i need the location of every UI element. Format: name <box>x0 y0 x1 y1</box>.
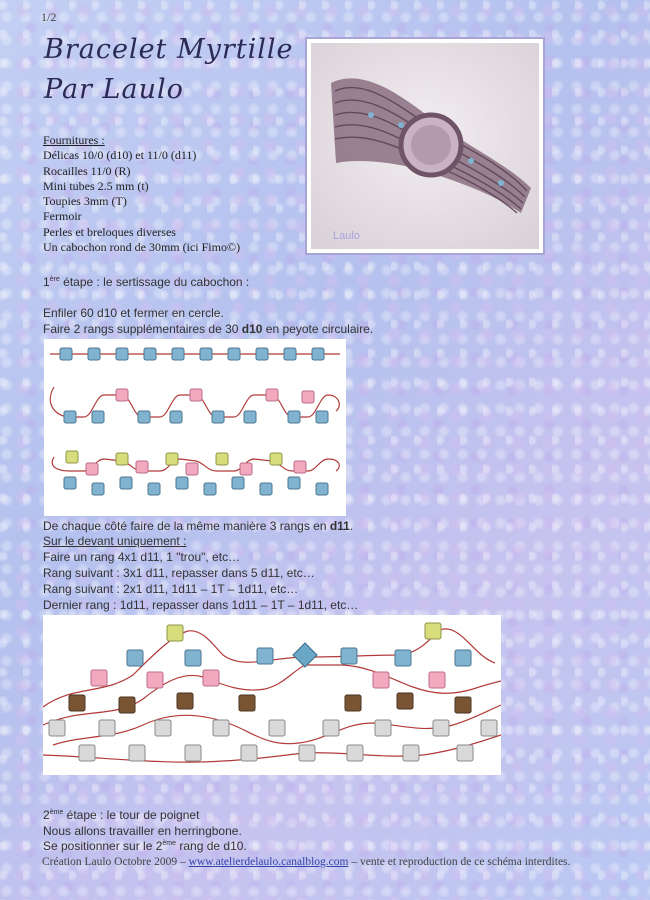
supplies-item: Fermoir <box>43 209 82 224</box>
step2-line-1: Nous allons travailler en herringbone. <box>43 824 242 838</box>
sides-line-1 <box>43 519 353 533</box>
bracelet-photo-illustration <box>311 43 539 249</box>
row-instruction: Rang suivant : 3x1 d11, repasser dans 5 d11, etc… <box>43 566 315 580</box>
step1-title <box>43 275 249 289</box>
supplies-item: Un cabochon rond de 30mm (ici Fimo©) <box>43 240 241 255</box>
supplies-item: Mini tubes 2.5 mm (t) <box>43 178 149 193</box>
supplies-item: Toupies 3mm (T) <box>43 194 127 209</box>
bracelet-photo <box>305 37 545 255</box>
title-line-2: Par Laulo <box>44 74 184 105</box>
row-instruction: Faire un rang 4x1 d11, 1 "trou", etc… <box>43 550 241 564</box>
toupie-bead <box>293 643 317 667</box>
footer-text-a: Création Laulo Octobre 2009 – <box>42 856 189 868</box>
step2-sup: ème <box>49 809 64 816</box>
step1-line-2-c: en peyote circulaire. <box>262 322 374 336</box>
front-heading: Sur le devant uniquement : <box>43 534 187 548</box>
sides-line-1-a: De chaque côté faire de la même manière 3 rangs en <box>43 519 330 533</box>
footer-link[interactable]: www.atelierdelaulo.canalblog.com <box>188 856 349 868</box>
title-line-1: Bracelet Myrtille <box>44 34 294 65</box>
peyote-diagram-svg <box>44 339 346 516</box>
photo-caption: Laulo <box>333 230 360 242</box>
row-instruction: Rang suivant : 2x1 d11, 1d11 – 1T – 1d11, etc… <box>43 582 299 596</box>
supplies-list <box>43 133 240 255</box>
step1-number: 1 <box>43 275 50 289</box>
sides-line-1-c: . <box>349 519 354 533</box>
step2-number: 2 <box>43 808 50 822</box>
step2-line-2 <box>43 839 247 853</box>
row-instruction: Dernier rang : 1d11, repasser dans 1d11 – 1T – 1d11, etc… <box>43 598 359 612</box>
step1-line-1: Enfiler 60 d10 et fermer en cercle. <box>43 306 224 320</box>
footer <box>42 855 617 869</box>
front-rows-diagram-svg <box>43 615 501 775</box>
supplies-item: Perles et breloques diverses <box>43 224 176 239</box>
step2-line-2-b: rang de d10. <box>176 839 247 853</box>
page-number: 1/2 <box>41 10 57 24</box>
supplies-heading: Fournitures : <box>43 133 105 147</box>
step1-title-text: étape : le sertissage du cabochon : <box>59 275 250 289</box>
sides-line-1-b: d11 <box>329 519 350 533</box>
step1-line-2-a: Faire 2 rangs supplémentaires de 30 <box>43 322 242 336</box>
supplies-item: Délicas 10/0 (d10) et 11/0 (d11) <box>43 148 197 163</box>
step2-title <box>43 808 199 822</box>
step1-line-2-b: d10 <box>241 322 263 336</box>
supplies-item: Rocailles 11/0 (R) <box>43 163 131 178</box>
step2-line-2-sup: ème <box>162 840 177 847</box>
step1-line-2 <box>43 322 373 336</box>
front-rows-diagram <box>43 615 501 775</box>
step1-sup: ère <box>49 276 60 283</box>
peyote-diagram <box>44 339 346 516</box>
step2-line-2-a: Se positionner sur le 2 <box>43 839 163 853</box>
footer-text-b: – vente et reproduction de ce schéma interdites. <box>348 856 571 868</box>
step2-title-text: étape : le tour de poignet <box>63 808 200 822</box>
